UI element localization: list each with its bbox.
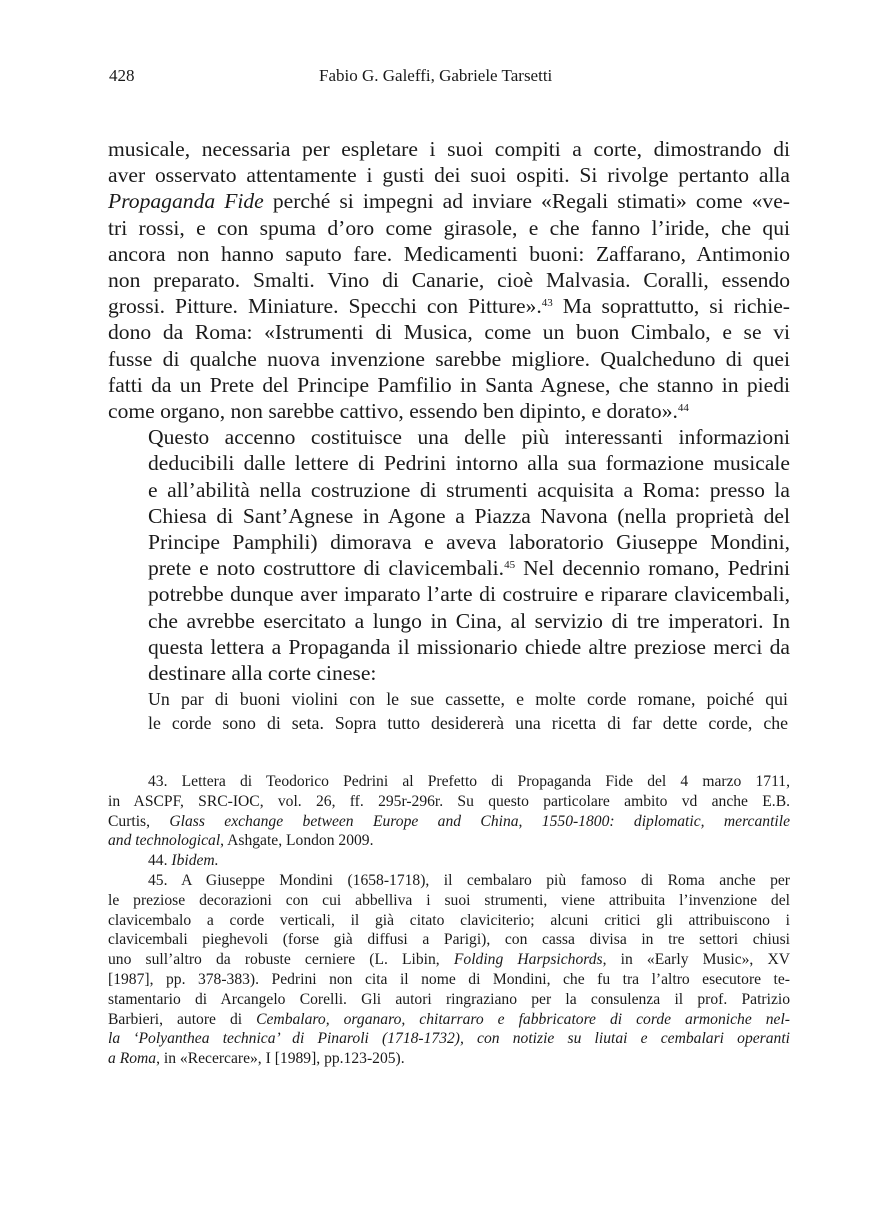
footnotes: [108, 772, 790, 1069]
footnote-line: [108, 1029, 790, 1049]
text-line: Un par di buoni violini con le sue cassette, e molte corde romane, poiché qui: [148, 689, 788, 709]
footnote-line: le preziose decorazioni con cui abbelliva i suoi strumenti, viene attribuita l’invenzione del: [108, 891, 790, 909]
footnote-line: in ASCPF, SRC-IOC, vol. 26, ff. 295r-296r. Su questo particolare ambito vd anche E.B.: [108, 792, 790, 810]
footnote-line: clavicembalo a corde verticali, il già citato claviciterio; alcuni critici gli attribuiscono i: [108, 911, 790, 929]
footnote-line: clavicembali pieghevoli (forse già diffusi a Parigi), con cassa divisa in tre settori chiusi: [108, 931, 790, 949]
text-line: aver osservato attentamente i gusti dei suoi ospiti. Si rivolge pertanto alla: [108, 163, 790, 188]
paragraph-1: [108, 136, 790, 424]
footnote-line: Barbieri, autore di Cembalaro, organaro, chitarraro e fabbricatore di corde armoniche nel-: [108, 1010, 790, 1028]
text-line: Principe Pamphili) dimorava e aveva laboratorio Giuseppe Mondini,: [148, 530, 790, 555]
text-line: destinare alla corte cinese:: [148, 661, 377, 686]
italic-text: Cembalaro, organaro, chitarraro e fabbricatore di corde armoniche nel-: [256, 1010, 790, 1028]
footnote-line: 43. Lettera di Teodorico Pedrini al Prefetto di Propaganda Fide del 4 marzo 1711,: [148, 773, 790, 790]
footnote-line: 45. A Giuseppe Mondini (1658-1718), il cembalaro più famoso di Roma anche per: [148, 871, 790, 889]
footnote-line: and technological, Ashgate, London 2009.: [108, 832, 374, 850]
text-line: musicale, necessaria per espletare i suoi compiti a corte, dimostrando di: [108, 137, 790, 161]
text-line: grossi. Pitture. Miniature. Specchi con Pitture».$^{43}$ Ma soprattutto, si richie-: [108, 294, 791, 319]
text-line: questa lettera a Propaganda il missionario chiede altre preziose merci da: [148, 634, 790, 659]
text-line: ancora non hanno saputo fare. Medicamenti buoni: Zaffarano, Antimonio: [108, 241, 790, 266]
text-line: e all’abilità nella costruzione di strumenti acquisita a Roma: presso la: [148, 477, 790, 502]
text-line: potrebbe dunque aver imparato l’arte di costruire e riparare clavicembali,: [148, 582, 790, 607]
footnote-marker[interactable]: 45: [504, 559, 516, 572]
body-text: [108, 136, 790, 686]
footnote-marker[interactable]: 43: [541, 297, 553, 310]
block-quote: [148, 688, 788, 735]
text-line: tri rossi, e con spuma d’oro come girasole, e che fanno l’iride, che qui: [108, 215, 790, 240]
text-line: dono da Roma: «Istrumenti di Musica, come un buon Cimbalo, e se vi: [108, 320, 790, 345]
italic-text: a Roma: [108, 1050, 157, 1068]
italic-text: Folding Harpsichords: [453, 951, 603, 969]
italic-text: Propaganda Fide: [108, 189, 264, 214]
text-line: prete e noto costruttore di clavicembali.$^{45}$ Nel decennio romano, Pedrini: [148, 556, 790, 581]
text-line: Chiesa di Sant’Agnese in Agone a Piazza Navona (nella proprietà del: [148, 503, 790, 528]
text-line: deducibili dalle lettere di Pedrini intorno alla sua formazione musicale: [148, 451, 790, 476]
text-line: non preparato. Smalti. Vino di Canarie, cioè Malvasia. Coralli, essendo: [108, 268, 790, 293]
text-line: fatti da un Prete del Principe Pamfilio in Santa Agnese, che stanno in piedi: [108, 372, 790, 397]
paragraph-2: [108, 424, 790, 686]
footnote-line: a Roma, in «Recercare», I [1989], pp.123-205).: [108, 1050, 405, 1068]
text-line: come organo, non sarebbe cattivo, essendo ben dipinto, e dorato».$^{44}$: [108, 399, 689, 424]
page-number: 428: [109, 66, 135, 85]
page-header: [109, 66, 785, 90]
text-line: che avrebbe esercitato a lungo in Cina, al servizio di tre imperatori. In: [148, 608, 790, 633]
italic-text: Glass exchange between Europe and China, 1550-1800: diplomatic, mercantile: [169, 812, 790, 830]
running-head: Fabio G. Galeffi, Gabriele Tarsetti: [319, 66, 553, 85]
text-line: Questo accenno costituisce una delle più interessanti informazioni: [148, 425, 790, 450]
text-line: Propaganda Fide perché si impegni ad inviare «Regali stimati» come «ve-: [108, 189, 790, 214]
footnote-line: uno sull’altro da robuste cerniere (L. Libin, Folding Harpsichords, in «Early Music», XV: [108, 951, 791, 969]
footnote-line: [1987], pp. 378-383). Pedrini non cita il nome di Mondini, che fu tra l’altro esecutore te-: [108, 970, 790, 988]
italic-text: la ‘Polyanthea technica’ di Pinaroli (1718-1732), con notizie su liutai e cembalari operanti: [108, 1030, 790, 1048]
italic-text: and technological: [108, 832, 221, 850]
italic-text: Ibidem.: [171, 852, 219, 870]
footnote-line: 44. Ibidem.: [148, 852, 219, 870]
footnote-marker[interactable]: 44: [677, 402, 689, 415]
text-line: le corde sono di seta. Sopra tutto desidererà una ricetta di far dette corde, che: [148, 712, 788, 733]
text-line: fusse di qualche nuova invenzione sarebbe migliore. Qualcheduno di quei: [108, 346, 790, 371]
footnote-line: stamentario di Arcangelo Corelli. Gli autori ringraziano per la consulenza il prof. Patrizio: [108, 990, 790, 1008]
footnote-line: Curtis, Glass exchange between Europe and China, 1550-1800: diplomatic, mercantile: [108, 812, 790, 830]
